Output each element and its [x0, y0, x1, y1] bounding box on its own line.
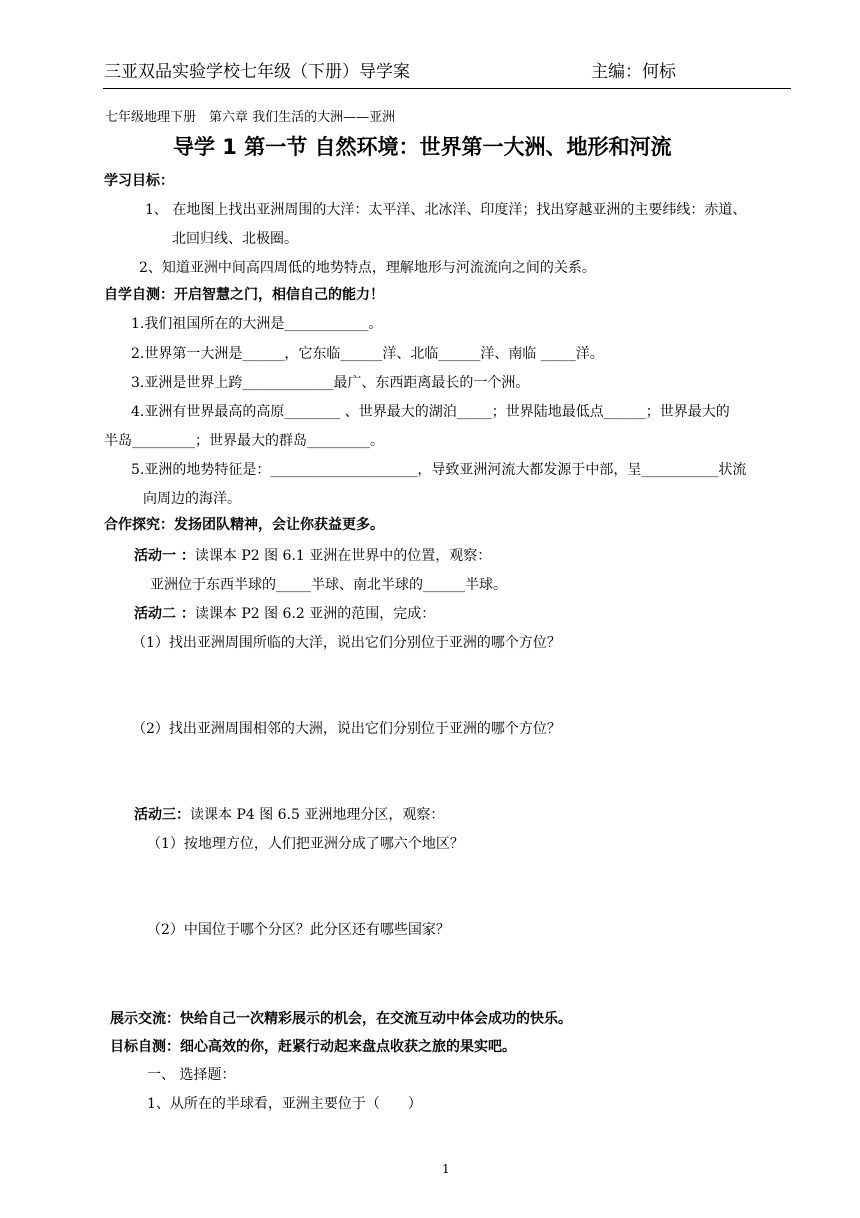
header-school: 三亚双品实验学校七年级（下册）导学案: [104, 62, 410, 82]
objective-1-line-2: 北回归线、北极圈。: [172, 231, 298, 247]
selfstudy-q4-line-1: 4.亚洲有世界最高的高原________ 、世界最大的湖泊_____；世界陆地最低点______；世界最大的: [131, 404, 730, 420]
coop-heading: 合作探究：发扬团队精神，会让你获益更多。: [104, 517, 384, 533]
selfstudy-q1: 1.我们祖国所在的大洲是____________。: [131, 316, 383, 332]
page-number: 1: [442, 1162, 450, 1176]
activity-2: [134, 607, 435, 621]
target-question-1: 1、从所在的半球看，亚洲主要位于（ ）: [147, 1096, 422, 1112]
target-section-1: 一、 选择题：: [147, 1067, 236, 1083]
objective-2: 2、知道亚洲中间高四周低的地势特点，理解地形与河流流向之间的关系。: [139, 260, 596, 276]
selfstudy-q3: 3.亚洲是世界上跨_____________最广、东西距离最长的一个洲。: [131, 375, 530, 391]
objective-1-line-1: 1、 在地图上找出亚洲周围的大洋：太平洋、北冰洋、印度洋；找出穿越亚洲的主要纬线：赤道、: [145, 202, 747, 218]
activity-1-label: 活动一 ：: [134, 548, 195, 564]
activity-2-question-2: （2）找出亚洲周围相邻的大洲，说出它们分别位于亚洲的哪个方位？: [132, 721, 561, 737]
activity-1: [134, 549, 491, 563]
selfstudy-q5-line-2: 向周边的海洋。: [143, 491, 241, 507]
selfstudy-q5-line-1: 5.亚洲的地势特征是：_____________________，导致亚洲河流大都发源于中部，呈___________状流: [131, 462, 747, 478]
selfstudy-heading: 自学自测：开启智慧之门，相信自己的能力！: [104, 287, 384, 303]
activity-3: [134, 808, 444, 822]
activity-2-text: 读课本 P2 图 6.2 亚洲的范围，完成：: [194, 606, 436, 622]
selfstudy-q2: 2.世界第一大洲是______，它东临______洋、北临______洋、南临 _____洋。: [131, 346, 604, 362]
show-heading: 展示交流：快给自己一次精彩展示的机会，在交流互动中体会成功的快乐。: [110, 1011, 572, 1027]
selfstudy-q4-line-2: 半岛_________；世界最大的群岛_________。: [104, 433, 384, 449]
activity-1-question: 亚洲位于东西半球的_____半球、南北半球的______半球。: [150, 577, 507, 593]
activity-3-question-2: （2）中国位于哪个分区？此分区还有哪些国家？: [147, 922, 450, 938]
activity-3-question-1: （1）按地理方位，人们把亚洲分成了哪六个地区？: [147, 836, 464, 852]
activity-3-label: 活动三：: [134, 807, 190, 823]
header-rule: [103, 88, 791, 89]
target-heading: 目标自测：细心高效的你，赶紧行动起来盘点收获之旅的果实吧。: [110, 1039, 516, 1055]
activity-1-text: 读课本 P2 图 6.1 亚洲在世界中的位置，观察：: [194, 548, 492, 564]
objectives-heading: 学习目标：: [104, 173, 174, 189]
activity-2-label: 活动二 ：: [134, 606, 195, 622]
activity-2-question-1: （1）找出亚洲周围所临的大洋，说出它们分别位于亚洲的哪个方位？: [132, 635, 561, 651]
activity-3-text: 读课本 P4 图 6.5 亚洲地理分区，观察：: [190, 807, 445, 823]
header-editor: 主编：何标: [591, 62, 676, 82]
page-title: 导学 1 第一节 自然环境：世界第一大洲、地形和河流: [173, 135, 672, 159]
chapter-line: 七年级地理下册 第六章 我们生活的大洲——亚洲: [105, 110, 396, 125]
